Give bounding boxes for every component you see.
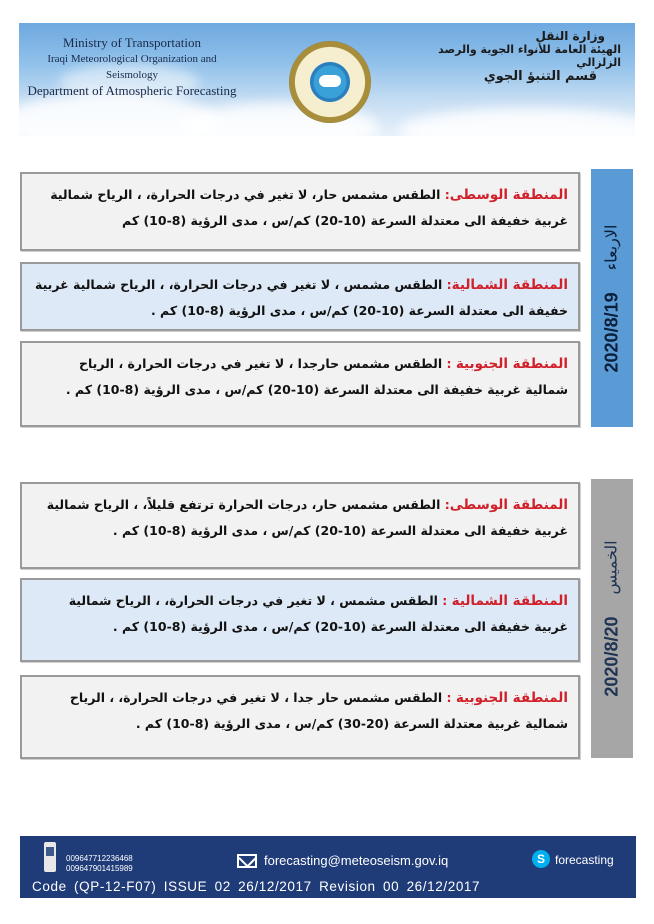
- forecast-card-north: المنطقة الشمالية: الطقس مشمس ، لا تغير في درجات الحرارة، ، الرياح شمالية غربية خفيفة الى معتدلة السرعة (10-20) كم/س ، مدى الرؤية (8-10) كم .: [20, 262, 580, 331]
- envelope-icon: [237, 854, 257, 868]
- region-label: المنطقة الشمالية: [451, 593, 568, 609]
- phone-number[interactable]: 009647712236468: [66, 854, 133, 863]
- header-arabic: [421, 29, 621, 84]
- organization-name-en: Iraqi Meteorological Organization and Seismology: [47, 53, 217, 81]
- email-link[interactable]: forecasting@meteoseism.gov.iq: [264, 853, 449, 868]
- forecast-card-central: المنطقة الوسطى: الطقس مشمس حار، لا تغير في درجات الحرارة، ، الرياح شمالية غربية خفيفة الى معتدلة السرعة (10-20) كم/س ، مدى الرؤية (8-10) كم: [20, 172, 580, 251]
- ministry-name-en: Ministry of Transportation: [63, 35, 201, 50]
- forecast-text: الطقس مشمس حارجدا ، لا تغير في درجات الحرارة ، الرياح شمالية غربية خفيفة الى معتدلة السرعة (10-20) كم/س ، مدى الرؤية (8-10) كم .: [65, 356, 568, 397]
- forecast-card-south: المنطقة الجنوبية : الطقس مشمس حارجدا ، لا تغير في درجات الحرارة ، الرياح شمالية غربية خفيفة الى معتدلة السرعة (10-20) كم/س ، مدى الرؤية (8-10) كم .: [20, 341, 580, 427]
- contact-footer: [20, 836, 636, 898]
- logo-emblem-icon: [319, 75, 341, 87]
- skype-icon: S: [532, 850, 550, 868]
- mobile-phone-icon: [44, 842, 56, 872]
- phone-numbers: [66, 854, 133, 874]
- header-english: [27, 35, 237, 99]
- forecast-text: الطقس مشمس حار، لا تغير في درجات الحرارة، ، الرياح شمالية غربية خفيفة الى معتدلة السرعة (10-20) كم/س ، مدى الرؤية (8-10) كم: [50, 187, 568, 228]
- forecast-text: الطقس مشمس حار، درجات الحرارة ترتفع قليلاً، ، الرياح شمالية غربية خفيفة الى معتدلة السرعة (10-20) كم/س ، مدى الرؤية (8-10) كم .: [46, 497, 568, 538]
- day-label-bar: [591, 169, 633, 427]
- day-label-bar: [591, 479, 633, 758]
- forecast-card-south: المنطقة الجنوبية : الطقس مشمس حار جدا ، لا تغير في درجات الحرارة، ، الرياح شمالية غربية معتدلة السرعة (20-30) كم/س ، مدى الرؤية (8-10) كم .: [20, 675, 580, 759]
- organization-logo: [289, 41, 371, 123]
- document-code: Code (QP-12-F07) ISSUE 02 26/12/2017 Revision 00 26/12/2017: [32, 879, 481, 894]
- region-label: المنطقة الشمالية: [451, 277, 568, 293]
- phone-number[interactable]: 009647901415989: [66, 864, 133, 873]
- forecast-text: الطقس مشمس حار جدا ، لا تغير في درجات الحرارة، ، الرياح شمالية غربية معتدلة السرعة (20-30) كم/س ، مدى الرؤية (8-10) كم .: [69, 690, 568, 731]
- region-label: المنطقة الجنوبية: [455, 690, 568, 706]
- day-date: 2020/8/19: [601, 291, 622, 372]
- header-banner: [19, 23, 635, 136]
- forecast-card-central: المنطقة الوسطى: الطقس مشمس حار، درجات الحرارة ترتفع قليلاً، ، الرياح شمالية غربية خفيفة الى معتدلة السرعة (10-20) كم/س ، مدى الرؤية (8-10) كم .: [20, 482, 580, 569]
- day-name: الخميس: [603, 540, 621, 595]
- day-date: 2020/8/20: [601, 616, 622, 697]
- region-label: المنطقة الوسطى: [449, 187, 568, 203]
- region-label: المنطقة الوسطى: [449, 497, 568, 513]
- forecast-text: الطقس مشمس ، لا تغير في درجات الحرارة، ، الرياح شمالية غربية خفيفة الى معتدلة السرعة (10-20) كم/س ، مدى الرؤية (8-10) كم .: [68, 593, 568, 634]
- department-name-en: Department of Atmospheric Forecasting: [27, 83, 237, 98]
- organization-name-ar: الهيئة العامة للأنواء الجوية والرصد الزلزالي: [438, 43, 621, 69]
- region-label: المنطقة الجنوبية: [455, 356, 568, 372]
- ministry-name-ar: وزارة النقل: [535, 29, 605, 43]
- department-name-ar: قسم التنبؤ الجوي: [483, 69, 597, 84]
- forecast-text: الطقس مشمس ، لا تغير في درجات الحرارة، ، الرياح شمالية غربية خفيفة الى معتدلة السرعة (10-20) كم/س ، مدى الرؤية (8-10) كم .: [35, 277, 568, 318]
- forecast-card-north: المنطقة الشمالية : الطقس مشمس ، لا تغير في درجات الحرارة، ، الرياح شمالية غربية خفيفة الى معتدلة السرعة (10-20) كم/س ، مدى الرؤية (8-10) كم .: [20, 578, 580, 662]
- day-name: الاربعاء: [603, 224, 621, 270]
- skype-handle[interactable]: forecasting: [555, 853, 614, 867]
